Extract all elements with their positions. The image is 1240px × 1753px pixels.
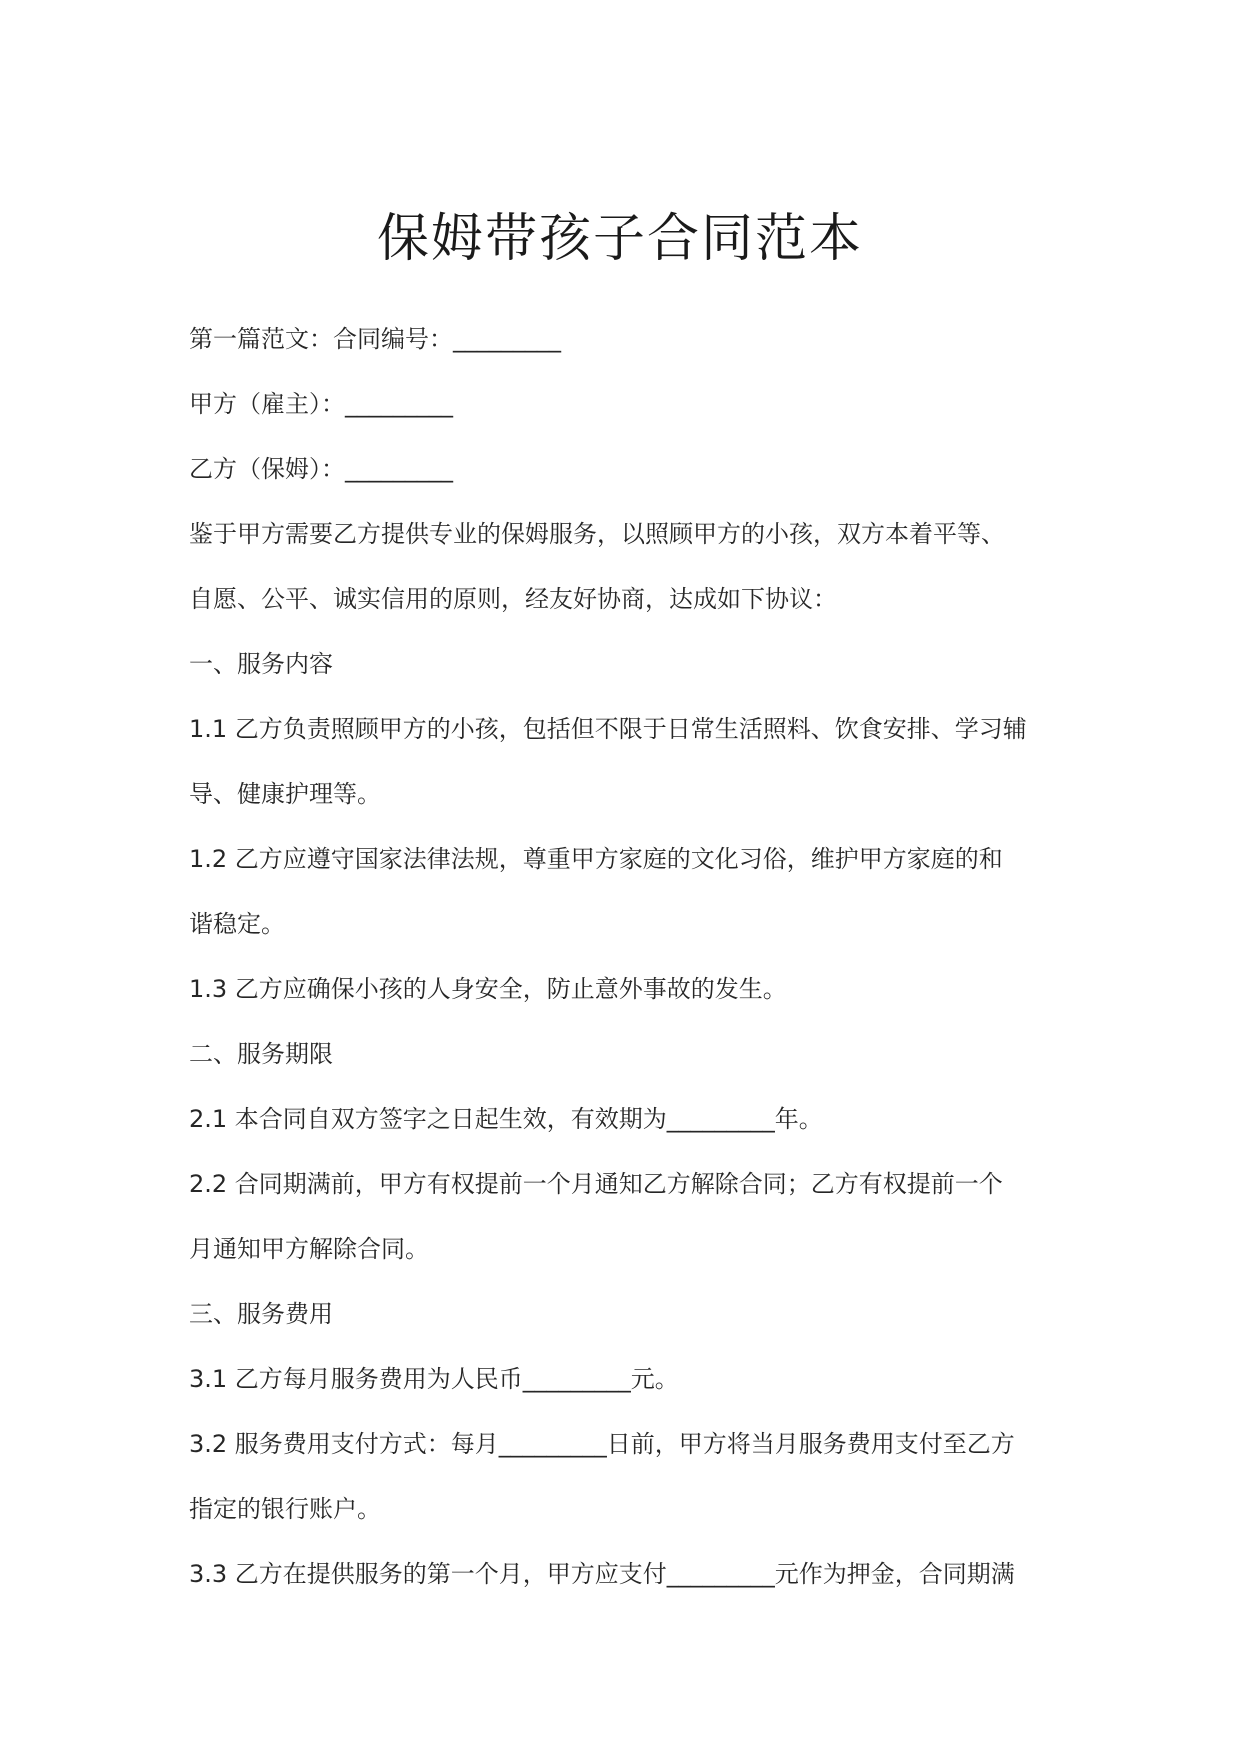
clause-1-2-line-1: 1.2 乙方应遵守国家法律法规，尊重甲方家庭的文化习俗，维护甲方家庭的和 <box>189 845 1003 873</box>
party-a-line: 甲方（雇主）：_________ <box>189 390 453 418</box>
clause-1-1-line-1: 1.1 乙方负责照顾甲方的小孩，包括但不限于日常生活照料、饮食安排、学习辅 <box>189 715 1027 743</box>
clause-1-1-line-2: 导、健康护理等。 <box>189 780 381 808</box>
party-b-line: 乙方（保姆）：_________ <box>189 455 453 483</box>
clause-3-2-line-2: 指定的银行账户。 <box>189 1495 381 1523</box>
clause-1-2-line-2: 谐稳定。 <box>189 910 285 938</box>
section-heading-service-fee: 三、服务费用 <box>189 1300 333 1328</box>
clause-2-2-line-2: 月通知甲方解除合同。 <box>189 1235 429 1263</box>
clause-3-1: 3.1 乙方每月服务费用为人民币_________元。 <box>189 1365 679 1393</box>
preamble-line-2: 自愿、公平、诚实信用的原则，经友好协商，达成如下协议： <box>189 585 837 613</box>
clause-3-3-line-1: 3.3 乙方在提供服务的第一个月，甲方应支付_________元作为押金，合同期满 <box>189 1560 1015 1588</box>
document-title: 保姆带孩子合同范本 <box>376 209 863 269</box>
section-heading-service-term: 二、服务期限 <box>189 1040 333 1068</box>
contract-number-line: 第一篇范文：合同编号：_________ <box>189 325 561 353</box>
clause-1-3: 1.3 乙方应确保小孩的人身安全，防止意外事故的发生。 <box>189 975 787 1003</box>
preamble-line-1: 鉴于甲方需要乙方提供专业的保姆服务，以照顾甲方的小孩，双方本着平等、 <box>189 520 1005 548</box>
section-heading-service-content: 一、服务内容 <box>189 650 333 678</box>
clause-2-2-line-1: 2.2 合同期满前，甲方有权提前一个月通知乙方解除合同；乙方有权提前一个 <box>189 1170 1003 1198</box>
clause-3-2-line-1: 3.2 服务费用支付方式：每月_________日前，甲方将当月服务费用支付至乙方 <box>189 1430 1015 1458</box>
clause-2-1: 2.1 本合同自双方签字之日起生效，有效期为_________年。 <box>189 1105 823 1133</box>
